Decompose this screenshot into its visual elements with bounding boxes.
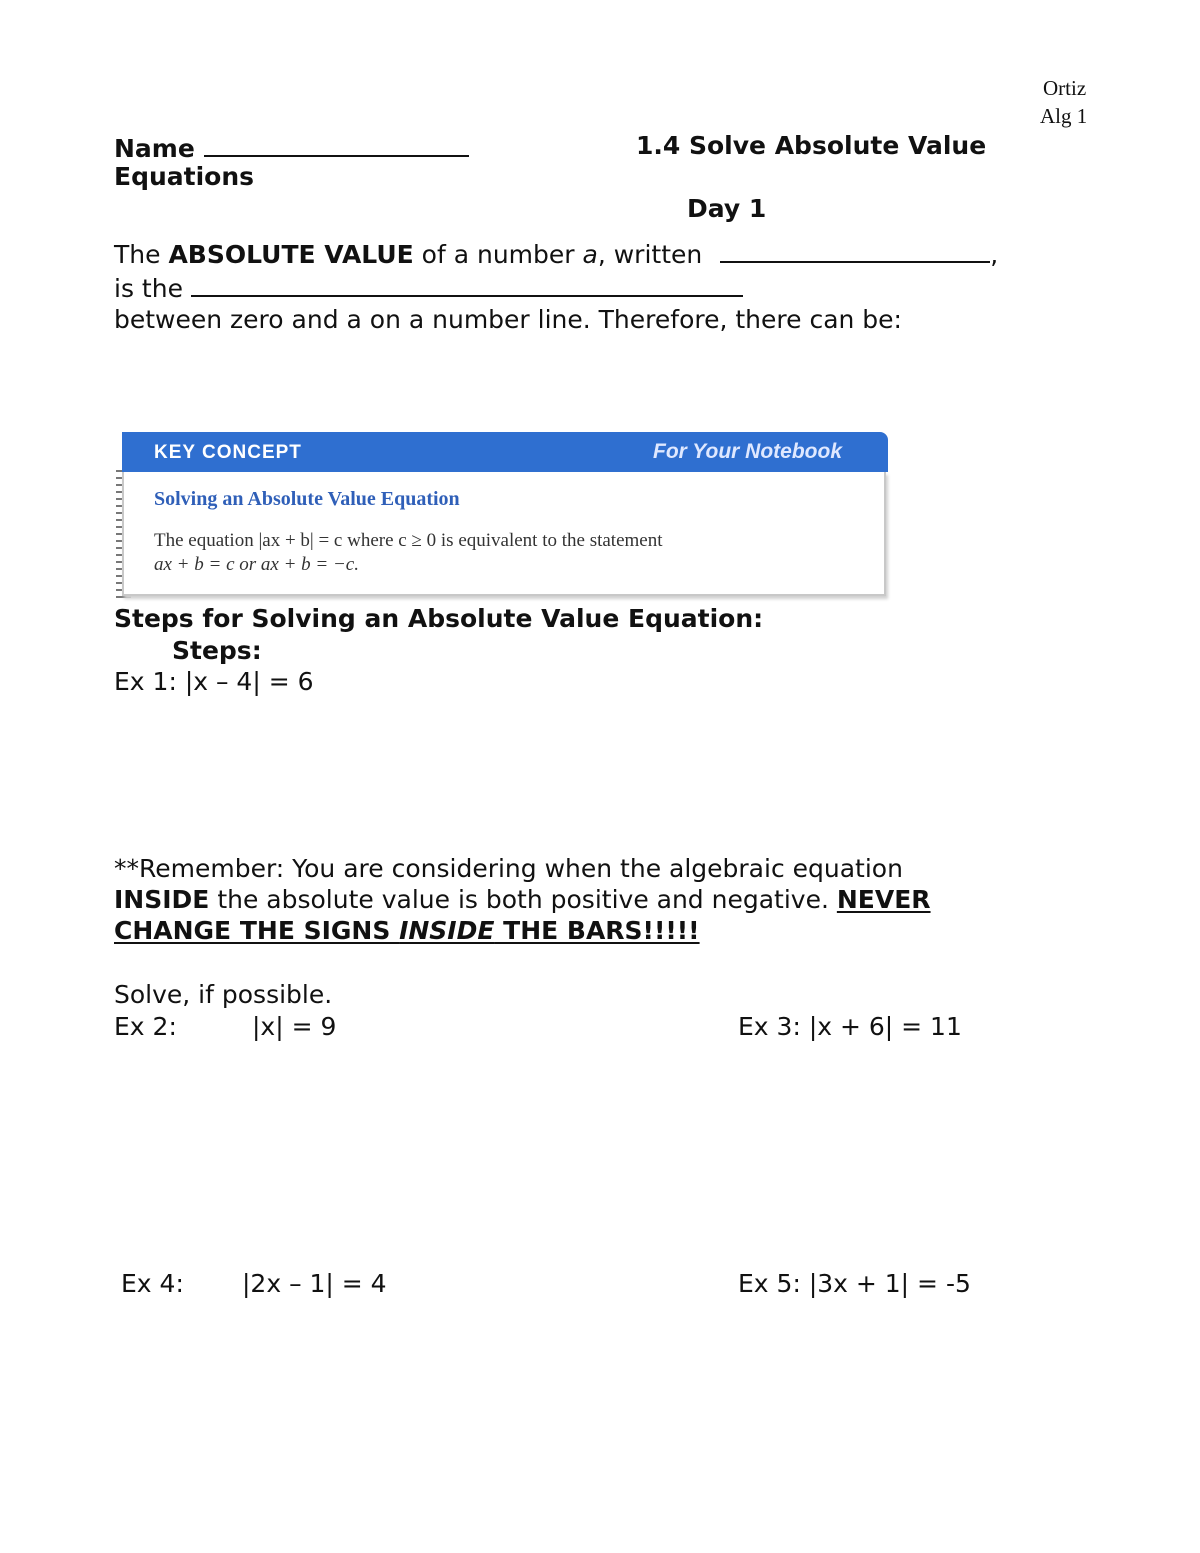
remember-inside: INSIDE — [114, 885, 210, 914]
def-variable: a — [582, 240, 598, 269]
notebook-label: For Your Notebook — [653, 440, 842, 463]
written-blank[interactable] — [720, 239, 990, 263]
definition-blank[interactable] — [191, 273, 743, 297]
example-4-equation: |2x – 1| = 4 — [242, 1269, 387, 1298]
teacher-name: Ortiz — [1043, 76, 1087, 100]
def-text: The — [114, 240, 169, 269]
definition-line3: between zero and a on a number line. Therefore, there can be: — [114, 305, 902, 334]
steps-heading: Steps for Solving an Absolute Value Equation: — [114, 604, 764, 633]
key-concept-subtitle: Solving an Absolute Value Equation — [154, 488, 460, 510]
remember-inside-italic: INSIDE — [399, 916, 495, 945]
remember-line3 — [114, 918, 700, 943]
example-5: Ex 5: |3x + 1| = -5 — [738, 1269, 971, 1298]
def-term: ABSOLUTE VALUE — [168, 240, 414, 269]
example-3: Ex 3: |x + 6| = 11 — [738, 1012, 962, 1041]
name-line — [114, 133, 469, 161]
def-comma: , — [990, 240, 999, 269]
steps-subheading: Steps: — [172, 636, 262, 665]
definition-line1 — [114, 239, 998, 267]
def-text: , written — [597, 240, 703, 269]
example-2-label: Ex 2: — [114, 1012, 177, 1041]
solve-instruction: Solve, if possible. — [114, 980, 333, 1009]
remember-line2 — [114, 887, 931, 912]
name-label: Name — [114, 134, 195, 163]
remember-text: the absolute value is both positive and negative. — [209, 885, 837, 914]
remember-line1: **Remember: You are considering when the algebraic equation — [114, 854, 903, 883]
example-2-equation: |x| = 9 — [252, 1012, 337, 1041]
definition-line2 — [114, 273, 743, 301]
key-concept-line2: ax + b = c or ax + b = −c. — [154, 554, 359, 575]
key-concept-box — [116, 432, 888, 600]
example-4-label: Ex 4: — [121, 1269, 184, 1298]
def-text: of a number — [413, 240, 583, 269]
name-blank[interactable] — [204, 133, 469, 157]
day-label: Day 1 — [687, 194, 767, 223]
example-1: Ex 1: |x – 4| = 6 — [114, 667, 314, 696]
key-concept-label: KEY CONCEPT — [154, 442, 302, 463]
def-text: is the — [114, 274, 183, 303]
key-concept-line1: The equation |ax + b| = c where c ≥ 0 is equivalent to the statement — [154, 530, 663, 551]
remember-caps: THE BARS!!!!! — [494, 916, 700, 945]
lesson-title-part1: 1.4 Solve Absolute Value — [636, 131, 987, 160]
remember-never: NEVER — [836, 885, 931, 914]
remember-caps: CHANGE THE SIGNS — [114, 916, 400, 945]
lesson-title-part2: Equations — [114, 162, 255, 191]
course-name: Alg 1 — [1040, 104, 1088, 128]
